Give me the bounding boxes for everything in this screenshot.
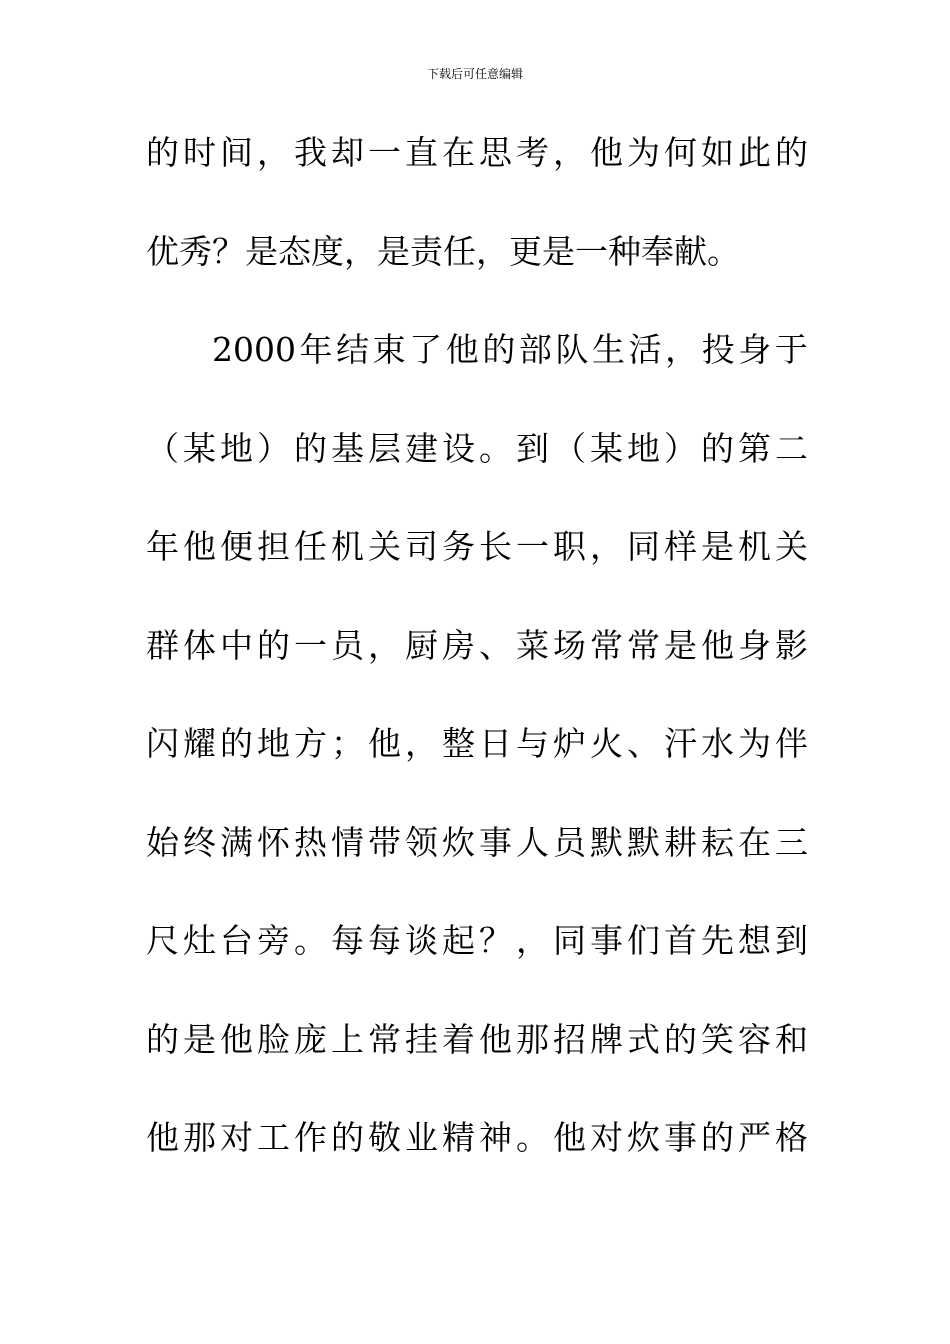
text-line: 尺 灶 台 旁 。 每 每 谈 起 ？ ， 同 事 们 首 先 想 到 <box>146 921 808 960</box>
text-line: 优 秀 ？ 是 态 度 ， 是 责 任 ， 更 是 一 种 奉 献 。 <box>146 231 740 271</box>
text-line: 的 时 间 ， 我 却 一 直 在 思 考 ， 他 为 何 如 此 的 <box>146 133 808 172</box>
text-line: 年 他 便 担 任 机 关 司 务 长 一 职 ， 同 样 是 机 关 <box>146 527 808 566</box>
text-line: 始 终 满 怀 热 情 带 领 炊 事 人 员 默 默 耕 耘 在 三 <box>146 822 808 862</box>
text-line: （ 某 地 ） 的 基 层 建 设 。 到 （ 某 地 ） 的 第 二 <box>146 428 808 468</box>
text-line: 群 体 中 的 一 员 ， 厨 房 、 菜 场 常 常 是 他 身 影 <box>146 625 808 665</box>
text-line: 他 那 对 工 作 的 敬 业 精 神 。 他 对 炊 事 的 严 格 <box>146 1118 808 1157</box>
text-line: 2000 年 结 束 了 他 的 部 队 生 活 ， 投 身 于 <box>212 330 808 369</box>
text-line: 的 是 他 脸 庞 上 常 挂 着 他 那 招 牌 式 的 笑 容 和 <box>146 1019 808 1059</box>
page-header: 下载后可任意编辑 <box>426 67 523 81</box>
text-line: 闪 耀 的 地 方 ； 他 ， 整 日 与 炉 火 、 汗 水 为 伴 <box>146 724 808 763</box>
